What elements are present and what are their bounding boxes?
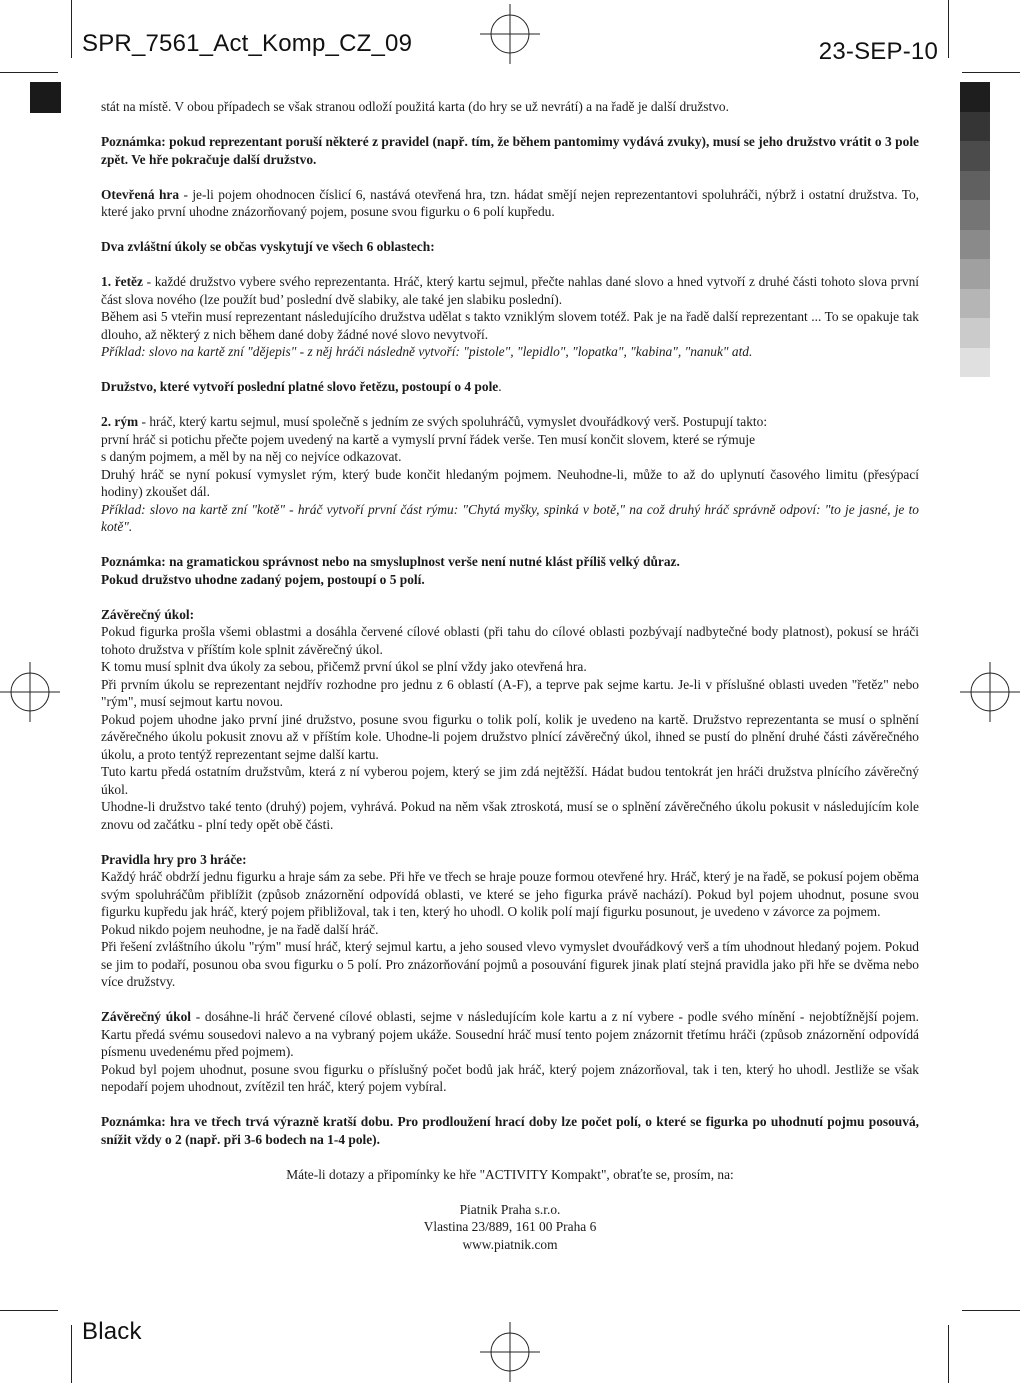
open-game-label: Otevřená hra xyxy=(101,186,180,202)
registration-target-icon xyxy=(0,662,60,722)
final-task-three-2: Pokud byl pojem uhodnut, posune svou figurku o příslušný počet bodů jak hráč, který pojem znázorňoval, tak i ten, který ho uhodl. Jestliže se však nepodaří pojem uhodnout, zvítězil ten hráč, který pojem vybíral. xyxy=(101,1061,919,1094)
special-tasks-heading: Dva zvláštní úkoly se občas vyskytují ve všech 6 oblastech: xyxy=(101,239,435,254)
note-penalty: Poznámka: pokud reprezentant poruší některé z pravidel (např. tím, že během pantomimy vydává zvuky), musí se jeho družstvo vrátit o 3 pole zpět. Ve hře pokračuje další družstvo. xyxy=(101,134,919,167)
final-task-three-paragraph xyxy=(101,1008,919,1061)
open-game-text: - je-li pojem ohodnocen číslicí 6, nastává otevřená hra, tzn. hádat smějí nejen reprezentantovi spoluhráči, nýbrž i ostatní družstva. To, které jako první uhodne znázorňovaný pojem, posune svou figurku o 6 polí kupředu. xyxy=(101,186,919,219)
final-task-3: Při prvním úkolu se reprezentant nejdřív rozhodne pro jednu z 6 oblastí (A-F), a teprve pak sejme kartu. Je-li v příslušné oblasti uveden "řetěz" nebo "rým", musí sejmout kartu novou. xyxy=(101,676,919,709)
chain-paragraph-2: Během asi 5 vteřin musí reprezentant následujícího družstva udělat s takto vzniklým slovem totéž. Pak je na řadě další reprezentant ... To se opakuje tak dlouho, až některý z nich během dané doby žádné nové slovo nevytvoří. xyxy=(101,309,919,342)
gray-swatch xyxy=(960,230,990,260)
rhyme-result: Pokud družstvo uhodne zadaný pojem, postoupí o 5 polí. xyxy=(101,571,425,587)
gray-swatch xyxy=(960,141,990,171)
crop-mark xyxy=(948,0,949,58)
registration-target-icon xyxy=(480,1322,540,1382)
final-task-5: Tuto kartu předá ostatním družstvům, která z ní vyberou pojem, který se jim zdá nejtěžší. Hádat budou tentokrát jen hráči družstva plnícího závěrečný úkol. xyxy=(101,764,919,797)
document-id: SPR_7561_Act_Komp_CZ_09 xyxy=(82,30,413,57)
final-task-three-label: Závěrečný úkol xyxy=(101,1009,192,1024)
final-task-4: Pokud pojem uhodne jako první jiné družstvo, posune svou figurku o tolik polí, kolik je uvedeno na kartě. Družstvo reprezentanta se musí o splnění závěrečného úkolu pokusit znovu až v příštím kole. Uhodne-li pojem družstvo plnící závěrečný úkol, ihned se pustí do plnění druhé části závěrečného úkolu, a proto tentýž reprezentant sejme další kartu. xyxy=(101,711,919,762)
gray-swatch xyxy=(960,171,990,201)
registration-target-icon xyxy=(960,662,1020,722)
company-website: www.piatnik.com xyxy=(462,1236,558,1252)
rhyme-paragraph-4: Druhý hráč se nyní pokusí vymyslet rým, který bude končit hledaným pojmem. Neuhodne-li, může to až do uplynutí časového limitu (přesýpací hodiny) zkoušet dál. xyxy=(101,466,919,499)
gray-swatch xyxy=(960,112,990,142)
crop-mark xyxy=(948,1325,949,1383)
chain-result xyxy=(101,378,919,396)
three-players-1: Každý hráč obdrží jednu figurku a hraje sám za sebe. Při hře ve třech se hraje pouze formou otevřené hry. Hráč, který je na řadě, se pokusí pojem oběma svým spoluhráčům přiblížit (způsob znázornění odpovídá oblasti, ve které se jeho figurka právě nachází). Pokud byl pojem uhodnut, posune svou figurku kupředu jak hráč, který pojem přibližoval, tak i ten, který ho uhodl. O kolik polí mají figurku posunout, je uvedeno v závorce za pojmem. xyxy=(101,869,919,919)
crop-mark xyxy=(962,1310,1020,1311)
print-date: 23-SEP-10 xyxy=(818,38,938,65)
rhyme-paragraph xyxy=(101,413,919,431)
crop-mark xyxy=(71,0,72,58)
black-registration-square xyxy=(30,82,61,113)
final-task-1: Pokud figurka prošla všemi oblastmi a dosáhla červené cílové oblasti (při tahu do cílové oblasti pozbývají nadbytečné body platnost), pokusí se hráči tohoto družstva v příštím kole splnit závěrečný úkol. xyxy=(101,624,919,657)
three-players-3: Při řešení zvláštního úkolu "rým" musí hráč, který sejmul kartu, a jeho soused vlevo vymyslet dvouřádkový verš a tím uhodnout hledaný pojem. Pokud se jim to podaří, posunou oba svou figurku o 5 polí. Pro znázorňování pojmů a posouvání figurek jinak platí stejná pravidla jako při hře se dvěma nebo více družstvy. xyxy=(101,939,919,989)
color-separation-label: Black xyxy=(82,1318,142,1345)
grayscale-color-bar xyxy=(960,82,990,377)
chain-text: - každé družstvo vybere svého reprezentanta. Hráč, který kartu sejmul, přečte nahlas dané slovo a hned vytvoří z druhé části tohoto slova první část slova nového (lze použít bud’ poslední dvě slabiky, ale také jen slabiku poslední). xyxy=(101,274,919,307)
crop-mark xyxy=(0,1310,58,1311)
chain-result-end: . xyxy=(498,379,502,394)
note-duration: Poznámka: hra ve třech trvá výrazně kratší dobu. Pro prodloužení hrací doby lze počet polí, o které se figurka po uhodnutí pojmu posouvá, snížit vždy o 2 (např. při 3-6 bodech na 1-4 pole). xyxy=(101,1114,919,1147)
rhyme-paragraph-2: první hráč si potichu přečte pojem uvedený na kartě a vymyslí první řádek verše. Ten musí končit slovem, které se rýmuje xyxy=(101,431,756,447)
paragraph: stát na místě. V obou případech se však stranou odloží použitá karta (do hry se už nevrátí) a na řadě je další družstvo. xyxy=(101,99,729,114)
chain-example: Příklad: slovo na kartě zní "dějepis" - z něj hráči následně vytvoří: "pistole", "lepidlo", "lopatka", "kabina", "nanuk" atd. xyxy=(101,344,753,359)
chain-label: 1. řetěz xyxy=(101,274,143,289)
rhyme-text: - hráč, který kartu sejmul, musí společně s jedním ze svých spoluhráčů, vymyslet dvouřádkový verš. Postupují takto: xyxy=(138,414,768,429)
crop-mark xyxy=(0,72,58,73)
three-players-heading: Pravidla hry pro 3 hráče: xyxy=(101,851,247,867)
final-task-three-text: - dosáhne-li hráč červené cílové oblasti, sejme v následujícím kole kartu a z ní vybere - podle svého mínění - nejobtížnější pojem. Kartu předá svému sousedovi nalevo a na vybraný pojem ukáže. Sousední hráč musí tento pojem znázornit třetímu hráči (způsob znázornění odpovídá písmenu uvedenému před pojmem). xyxy=(101,1009,920,1059)
contact-intro: Máte-li dotazy a připomínky ke hře "ACTIVITY Kompakt", obraťte se, prosím, na: xyxy=(286,1166,734,1182)
gray-swatch xyxy=(960,259,990,289)
final-task-6: Uhodne-li družstvo také tento (druhý) pojem, vyhrává. Pokud na něm však ztroskotá, musí se o splnění závěrečného úkolu pokusit v následujícím kole znovu od začátku - plní tedy opět obě části. xyxy=(101,799,919,832)
gray-swatch xyxy=(960,348,990,378)
rhyme-example: Příklad: slovo na kartě zní "kotě" - hráč vytvoří první část rýmu: "Chytá myšky, spinká v botě," na což druhý hráč správně odpoví: "to je jasné, je to kotě". xyxy=(101,501,919,534)
chain-paragraph xyxy=(101,273,919,308)
registration-target-icon xyxy=(480,4,540,64)
chain-result-text: Družstvo, které vytvoří poslední platné slovo řetězu, postoupí o 4 pole xyxy=(101,379,499,394)
company-name: Piatnik Praha s.r.o. xyxy=(459,1201,561,1217)
note-grammar: Poznámka: na gramatickou správnost nebo na smysluplnost verše není nutné klást příliš velký důraz. xyxy=(101,554,680,569)
crop-mark xyxy=(962,72,1020,73)
rhyme-paragraph-3: s daným pojmem, a měl by na něj co nejvíce odkazovat. xyxy=(101,449,402,464)
rules-text xyxy=(101,98,919,1253)
gray-swatch xyxy=(960,82,990,112)
company-address: Vlastina 23/889, 161 00 Praha 6 xyxy=(423,1219,597,1234)
gray-swatch xyxy=(960,318,990,348)
gray-swatch xyxy=(960,289,990,319)
final-task-2: K tomu musí splnit dva úkoly za sebou, přičemž první úkol se plní vždy jako otevřená hra. xyxy=(101,659,587,674)
final-task-heading: Závěrečný úkol: xyxy=(101,606,195,622)
gray-swatch xyxy=(960,200,990,230)
crop-mark xyxy=(71,1325,72,1383)
open-game-paragraph xyxy=(101,186,919,221)
rhyme-label: 2. rým xyxy=(101,414,139,429)
three-players-2: Pokud nikdo pojem neuhodne, je na řadě další hráč. xyxy=(101,921,379,937)
